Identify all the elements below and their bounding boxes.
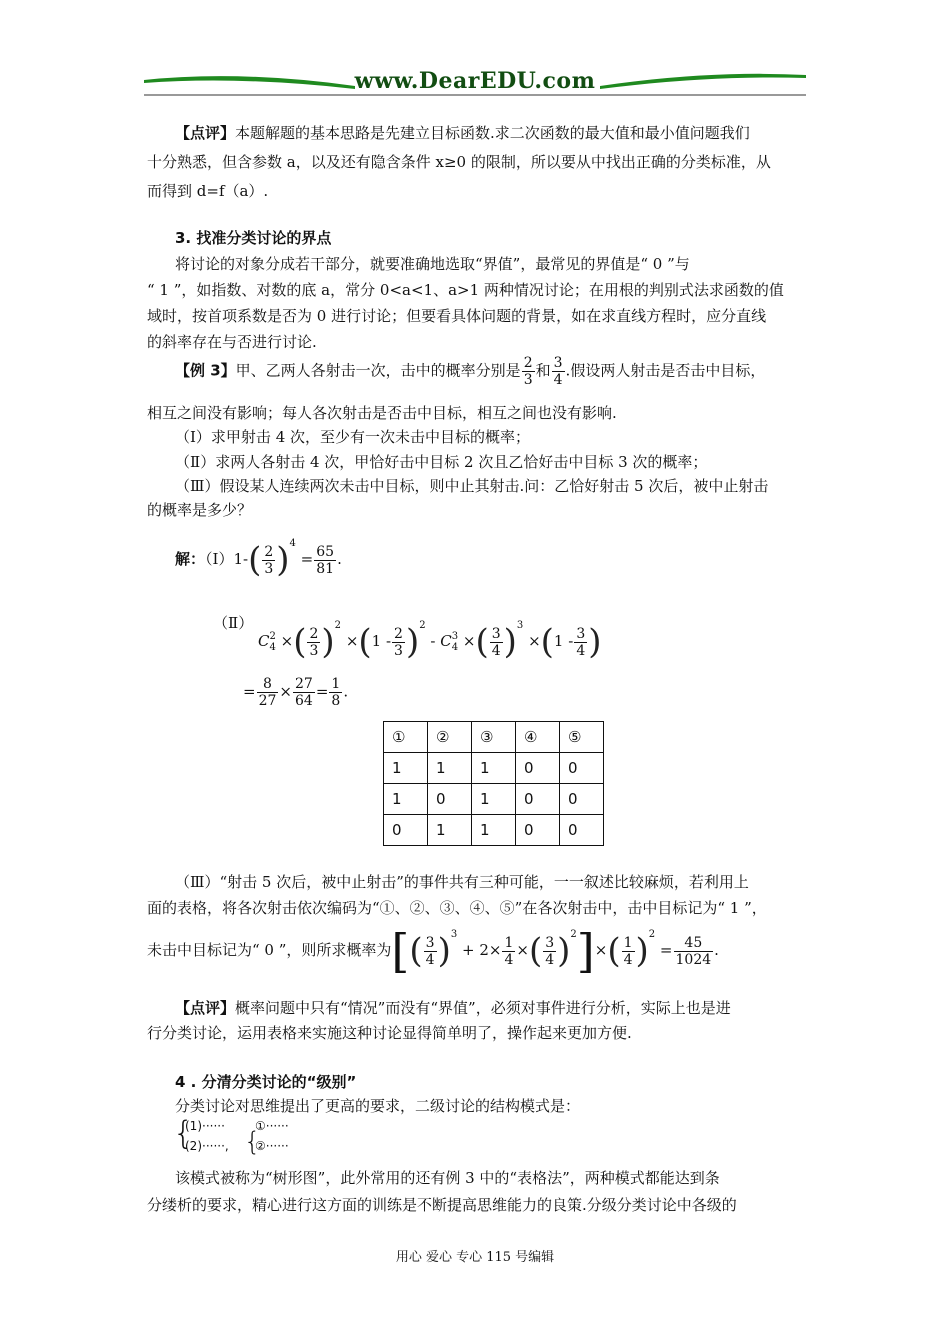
comment1-line3: 而得到 d=f（a）.	[147, 182, 269, 200]
prob-fraction-1: $\frac{2}{3}$	[523, 355, 533, 388]
table-cell: 1	[428, 815, 472, 846]
section4-title: 4 . 分清分类讨论的“级别”	[175, 1073, 357, 1091]
table-cell: 1	[472, 815, 516, 846]
table-cell: 0	[560, 784, 604, 815]
solution-part1: 解：（Ⅰ）1-( $\frac{2}{3}$ )$^4$ = $\frac{65}{81}$ .	[175, 538, 342, 580]
table-cell: 0	[560, 815, 604, 846]
comment2-line2: 行分类讨论，运用表格来实施这种讨论显得简单明了，操作起来更加方便.	[147, 1024, 632, 1042]
solution-part2-result: = $\frac{8}{27}$ × $\frac{27}{64}$ = $\frac{1}{8}$ .	[243, 676, 349, 709]
table-cell: 0	[428, 784, 472, 815]
section4-line3: 分缕析的要求，精心进行这方面的训练是不断提高思维能力的良策.分级分类讨论中各级的	[147, 1196, 737, 1214]
outcome-table	[383, 721, 604, 846]
table-row	[384, 815, 604, 846]
table-cell: ⑤	[560, 722, 604, 753]
example3-tag: 【例 3】	[175, 361, 236, 380]
footer-text: 用心 爱心 专心 115 号编辑	[395, 1250, 555, 1265]
comment2-line1: 【点评】概率问题中只有“情况”而没有“界值”，必须对事件进行分析，实际上也是进	[175, 999, 731, 1017]
example3-line1: 【例 3】甲、乙两人各射击一次，击中的概率分别是 $\frac{2}{3}$ 和 $\frac{3}{4}$ .假设两人射击是否击中目标，	[175, 355, 766, 388]
question-3: （Ⅲ）假设某人连续两次未击中目标，则中止其射击.问：乙恰好射击 5 次后，被中止射击	[175, 477, 769, 495]
question-3-cont: 的概率是多少？	[147, 501, 253, 519]
section4-line2: 该模式被称为“树形图”，此外常用的还有例 3 中的“表格法”，两种模式都能达到条	[175, 1169, 720, 1187]
table-row	[384, 753, 604, 784]
table-cell: 0	[384, 815, 428, 846]
section3-title: 3. 找准分类讨论的界点	[175, 229, 332, 247]
solution-label: 解：	[175, 550, 206, 568]
comment1-text: 本题解题的基本思路是先建立目标函数.求二次函数的最大值和最小值问题我们	[235, 124, 750, 142]
comment2-tag: 【点评】	[175, 999, 236, 1017]
table-cell: ②	[428, 722, 472, 753]
table-cell: ③	[472, 722, 516, 753]
solution-part2: （Ⅱ） C 2 4 ×( $\frac{2}{3}$ )$^2$ ×(1 - $\frac{2}{3}$ )$^2$ - C 3 4 ×( $\frac{3}{4}$ )$^3$ ×(1 - $\frac{3}{4}$ )	[213, 614, 602, 662]
section3-line4: 的斜率存在与否进行讨论.	[147, 333, 317, 351]
part3-line3: 未击中目标记为“ 0 ”，则所求概率为[( $\frac{3}{4}$ )$^3$ + 2× $\frac{1}{4}$ ×( $\frac{3}{4}$ )$^2$]×( $\frac{1}{4}$ )$^2$ = $\frac{45}{1024}$ .	[147, 924, 719, 978]
comment1-tag: 【点评】	[175, 124, 236, 142]
part3-line2: 面的表格，将各次射击依次编码为“①、②、③、④、⑤”在各次射击中，击中目标记为“ 1 ”，	[147, 899, 767, 917]
table-cell: 0	[516, 784, 560, 815]
comment1-line1	[175, 121, 750, 145]
table-header-row	[384, 722, 604, 753]
section3-line1: 将讨论的对象分成若干部分，就要准确地选取“界值”，最常见的界值是“ 0 ”与	[175, 255, 690, 273]
section3-line2: “ 1 ”，如指数、对数的底 a，常分 0<a<1、a>1 两种情况讨论；在用根的判别式法求函数的值	[147, 281, 784, 299]
question-1: （Ⅰ）求甲射击 4 次，至少有一次未击中目标的概率；	[175, 428, 531, 446]
section3-line3: 域时，按首项系数是否为 0 进行讨论；但要看具体问题的背景，如在求直线方程时，应分直线	[147, 307, 767, 325]
header-banner	[140, 66, 810, 102]
section4-line1: 分类讨论对思维提出了更高的要求，二级讨论的结构模式是：	[175, 1097, 581, 1115]
table-cell: 1	[384, 753, 428, 784]
logo-text: www.DearEDU.com	[354, 68, 596, 94]
table-cell: ①	[384, 722, 428, 753]
table-row	[384, 784, 604, 815]
table-cell: 1	[472, 753, 516, 784]
table-cell: 0	[516, 753, 560, 784]
comment1-line2: 十分熟悉，但含参数 a，以及还有隐含条件 x≥0 的限制，所以要从中找出正确的分类标准，从	[147, 153, 771, 171]
table-cell: 1	[472, 784, 516, 815]
table-cell: ④	[516, 722, 560, 753]
table-cell: 1	[384, 784, 428, 815]
question-2: （Ⅱ）求两人各射击 4 次，甲恰好击中目标 2 次且乙恰好击中目标 3 次的概率；	[175, 453, 708, 471]
part3-line1: （Ⅲ）“射击 5 次后，被中止射击”的事件共有三种可能，一一叙述比较麻烦，若利用上	[175, 873, 749, 891]
tree-diagram: { (1)······ (2)······, { ①······ ②······	[173, 1114, 289, 1157]
table-cell: 0	[516, 815, 560, 846]
table-cell: 1	[428, 753, 472, 784]
prob-fraction-2: $\frac{3}{4}$	[553, 355, 563, 388]
example3-line2: 相互之间没有影响；每人各次射击是否击中目标，相互之间也没有影响.	[147, 404, 617, 422]
table-cell: 0	[560, 753, 604, 784]
